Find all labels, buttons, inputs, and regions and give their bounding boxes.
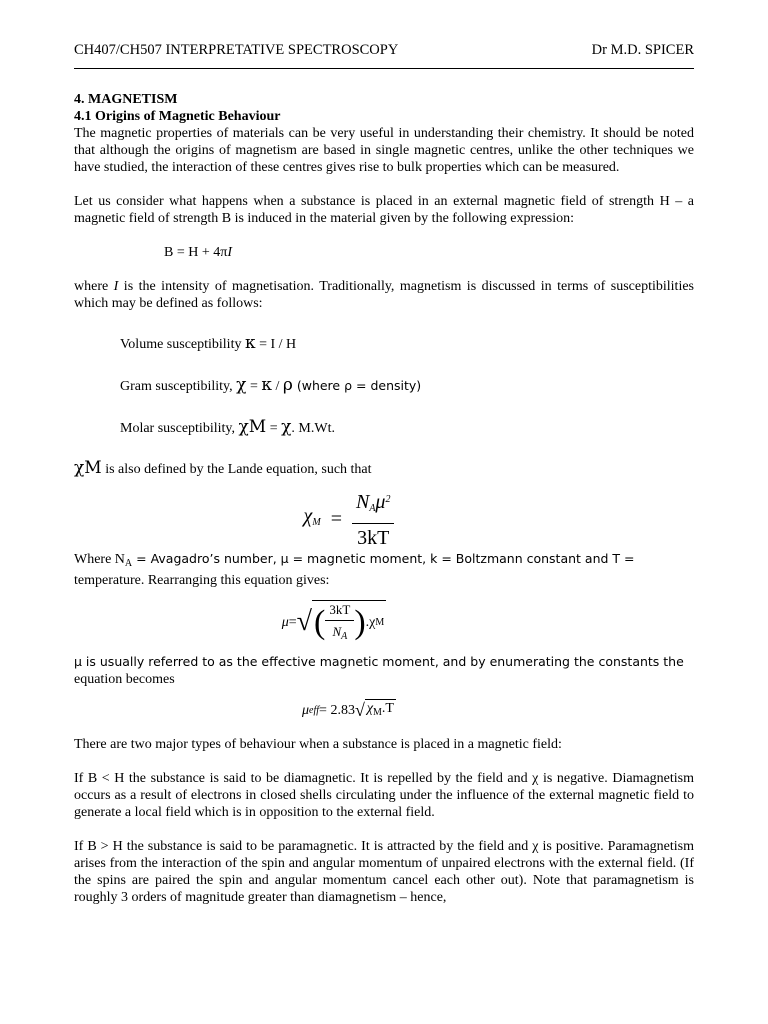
molar-label: Molar susceptibility, <box>120 421 239 436</box>
kappa-symbol: κ <box>244 333 256 353</box>
equation-b-var: I <box>227 245 232 260</box>
section-subtitle: 4.1 Origins of Magnetic Behaviour <box>74 109 281 124</box>
text-magnetisation: is the intensity of magnetisation. Traditionally, magnetism is discussed in terms of susceptibilities which may be defined as follows: <box>74 279 694 311</box>
var-i: I <box>113 279 119 294</box>
chi-m-symbol-2: χM <box>74 458 102 478</box>
paragraph-types: There are two major types of behaviour when a substance is placed in a magnetic field: <box>74 737 562 752</box>
header-rule <box>74 68 694 69</box>
mu-eff-root: $\chi_M.T$ <box>365 699 396 721</box>
lande-equals: = <box>330 508 342 530</box>
paragraph-field: Let us consider what happens when a substance is placed in an external magnetic field of strength H – a magnetic field of strength B is induced in the material given by the following expression: <box>74 194 694 226</box>
equation-b-field <box>74 244 694 261</box>
mu-effective-line-2: equation becomes <box>74 672 175 687</box>
paragraph-diamagnetic: If B < H the substance is said to be diamagnetic. It is repelled by the field and χ is negative. Diamagnetism occurs as a result of electrons in closed shells circulating under the influence of the external magnetic field to generate a local field which is in opposition to the external field. <box>74 771 694 820</box>
document-body <box>74 91 694 906</box>
volume-label: Volume susceptibility <box>120 337 245 352</box>
sqrt-icon: √ <box>296 606 313 637</box>
lande-fraction <box>352 488 395 550</box>
mu-root: ( $\frac{3kT}{N_A}$ ) .χ M <box>312 600 386 645</box>
chi-m-symbol: χM <box>238 417 267 437</box>
lande-intro <box>74 460 694 478</box>
volume-susceptibility <box>74 335 694 353</box>
gram-slash: / <box>271 379 283 394</box>
section-title: 4. MAGNETISM <box>74 92 178 107</box>
chi-symbol: χ <box>236 375 247 395</box>
lande-lhs: $\chi_M$ <box>303 504 321 528</box>
gram-equals: = <box>246 379 262 394</box>
page-header <box>74 42 694 59</box>
mu-effective-line: μ is usually referred to as the effective magnetic moment, and by enumerating the constants the <box>74 654 684 669</box>
mu-fraction: $\frac{3kT}{N_A}$ <box>325 601 354 645</box>
course-title: CH407/CH507 INTERPRETATIVE SPECTROSCOPY <box>74 42 399 58</box>
paragraph-paramagnetic: If B > H the substance is said to be paramagnetic. It is attracted by the field and χ is positive. Paramagnetism arises from the interaction of the spin and angular momentum of unpaired electrons with the external field. (If the spins are paired the spin and angular momentum cancel each other out). Note that paramagnetism is roughly 3 orders of magnitude greater than diamagnetism – hence, <box>74 839 694 905</box>
lande-equation <box>4 488 694 550</box>
author-name: Dr M.D. SPICER <box>591 42 694 58</box>
mu-eff-equation: μ eff = 2.83 √ $\chi_M.T$ <box>302 699 394 720</box>
sqrt-icon-2: √ <box>354 699 365 720</box>
where-line: Where $N_A$ = Avagadro’s number, μ = magnetic moment, k = Boltzmann constant and T = <box>74 551 635 569</box>
gram-susceptibility <box>74 377 694 395</box>
lande-denominator: 3kT <box>357 527 390 549</box>
lande-text: is also defined by the Lande equation, such that <box>101 462 372 477</box>
molar-susceptibility <box>74 419 694 437</box>
text-where: where <box>74 279 114 294</box>
molar-equals: = <box>266 421 282 436</box>
paragraph-intro: The magnetic properties of materials can be very useful in understanding their chemistry. It should be noted that although the origins of magnetism are based in single magnetic centres, unlike the other techniques we have studied, the interaction of these centres gives rise to bulk properties which can be measured. <box>74 126 694 175</box>
mu-equation <box>0 597 694 647</box>
gram-rest: (where ρ = density) <box>292 378 422 393</box>
where-line-2: temperature. Rearranging this equation gives: <box>74 573 330 588</box>
molar-rest: . M.Wt. <box>291 421 335 436</box>
paragraph-magnetisation <box>74 278 694 312</box>
lande-numerator: $N_A\mu^2$ <box>352 488 395 524</box>
kappa-symbol-2: κ <box>261 375 272 395</box>
mu-equals: = <box>288 614 297 630</box>
rho-symbol: ρ <box>282 375 293 395</box>
equation-b-text: B = H + 4π <box>164 245 228 260</box>
chi-symbol-2: χ <box>281 417 292 437</box>
volume-rest: = I / H <box>255 337 297 352</box>
gram-label: Gram susceptibility, <box>120 379 237 394</box>
mu-lhs: μ <box>281 614 289 630</box>
